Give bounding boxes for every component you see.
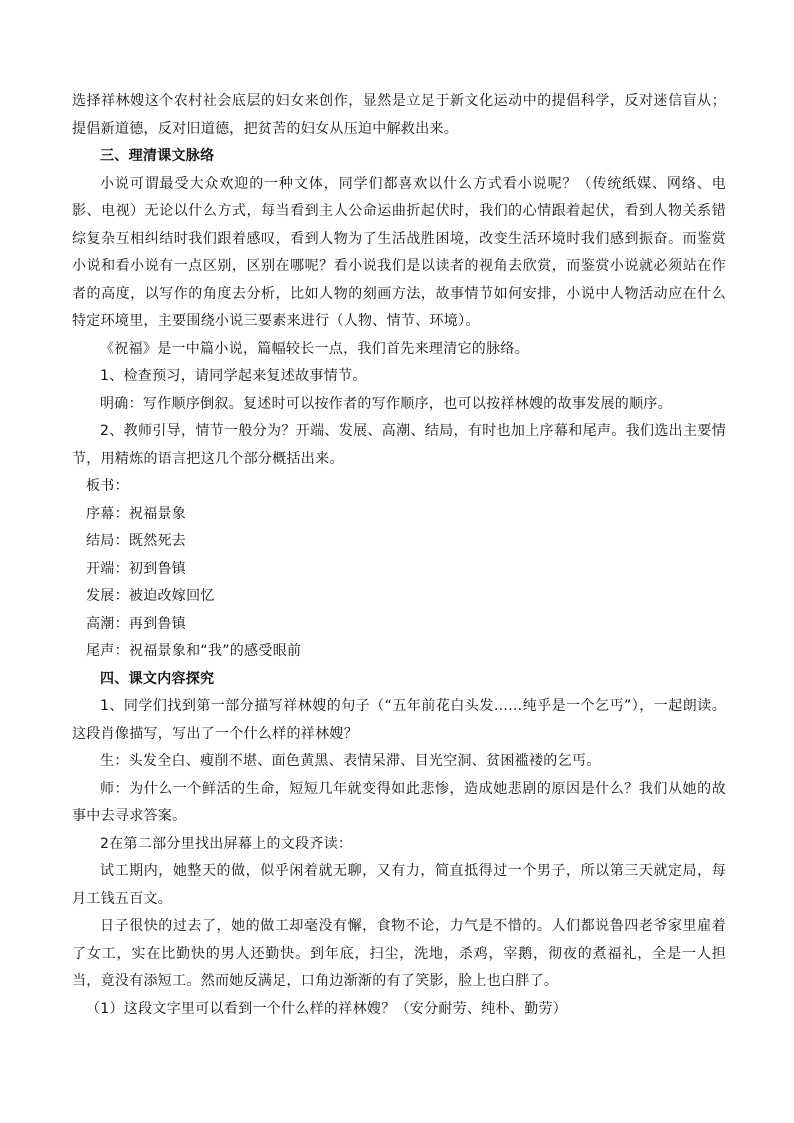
section-4-heading: 四、课文内容探究: [100, 670, 215, 687]
board-item-beginning: 开端：初到鲁镇: [86, 560, 187, 577]
board-item-ending: 结局：既然死去: [86, 533, 187, 549]
document-page: [72, 88, 726, 1023]
board-label: 板书：: [86, 478, 129, 494]
board-item-climax: 高潮：再到鲁镇: [86, 615, 187, 632]
quote-2-paragraph: 日子很快的过去了，她的做工却毫没有懈，食物不论，力气是不惜的。人们都说鲁四老爷家里雇着了女工，实在比勤快的男人还勤快。到年底，扫尘，洗地，杀鸡，宰鹅，彻夜的煮福礼，全是一人担当，竟没有添短工。然而她反满足，口角边渐渐的有了笑影，脸上也白胖了。: [72, 918, 726, 989]
step-1-paragraph: 1、检查预习，请同学起来复述故事情节。: [100, 368, 367, 384]
question-2-paragraph: 2在第二部分里找出屏幕上的文段齐读：: [100, 835, 353, 852]
board-item-development: 发展：被迫改嫁回忆: [86, 588, 215, 604]
step-2-paragraph: 2、教师引导，情节一般分为？开端、发展、高潮、结局，有时也加上序幕和尾声。我们选出主要情节，用精炼的语言把这几个部分概括出来。: [72, 423, 726, 467]
teacher-paragraph: 师：为什么一个鲜活的生命，短短几年就变得如此悲惨，造成她悲剧的原因是什么？我们从她的故事中去寻求答案。: [72, 780, 726, 824]
quote-1-paragraph: 试工期内，她整天的做，似乎闲着就无聊，又有力，简直抵得过一个男子，所以第三天就定局，每月工钱五百文。: [72, 863, 726, 907]
novel-intro-paragraph: 小说可谓最受大众欢迎的一种文体，同学们都喜欢以什么方式看小说呢？（传统纸媒、网络、电影、电视）无论以什么方式，每当看到主人公命运曲折起伏时，我们的心情跟着起伏，看到人物关系错综复杂互相纠结时我们跟着感叹，看到人物为了生活战胜困境，改变生活环境时我们感到振奋。而鉴赏小说和看小说有一点区别，区别在哪呢？看小说我们是以读者的视角去欣赏，而鉴赏小说就必须站在作者的高度，以写作的角度去分析，比如人物的刻画方法，故事情节如何安排，小说中人物活动应在什么特定环境里，主要围绕小说三要素来进行（人物、情节、环境）。: [72, 175, 726, 329]
intro-paragraph: 选择祥林嫂这个农村社会底层的妇女来创作，显然是立足于新文化运动中的提倡科学，反对迷信盲从；提倡新道德，反对旧道德，把贫苦的妇女从压迫中解救出来。: [72, 93, 726, 137]
clarify-paragraph: 明确：写作顺序倒叙。复述时可以按作者的写作顺序，也可以按祥林嫂的故事发展的顺序。: [100, 395, 672, 412]
zhufu-intro-paragraph: 《祝福》是一中篇小说，篇幅较长一点，我们首先来理清它的脉络。: [100, 340, 529, 357]
board-item-prologue: 序幕：祝福景象: [86, 505, 187, 522]
board-item-epilogue: 尾声：祝福景象和“我”的感受眼前: [86, 643, 302, 659]
student-answer-paragraph: 生：头发全白、瘦削不堪、面色黄黑、表情呆滞、目光空洞、贫困褴褛的乞丐。: [100, 753, 601, 769]
section-3-heading: 三、理清课文脉络: [100, 148, 215, 164]
question-1-paragraph: 1、同学们找到第一部分描写祥林嫂的句子（“五年前花白头发……纯乎是一个乞丐”），一起朗读。这段肖像描写，写出了一个什么样的祥林嫂？: [72, 698, 726, 742]
sub-question-1-paragraph: （1）这段文字里可以看到一个什么样的祥林嫂？（安分耐劳、纯朴、勤劳）: [86, 1000, 568, 1017]
